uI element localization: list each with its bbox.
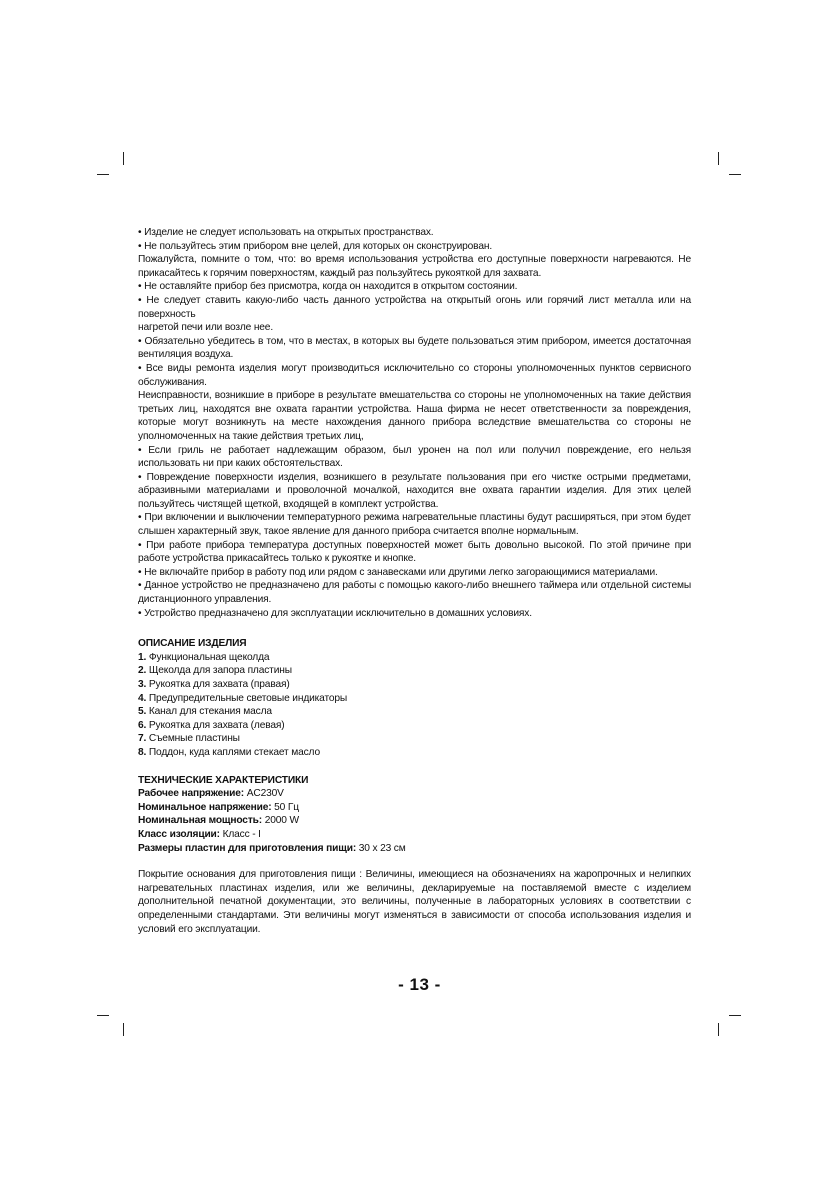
- safety-item: • Обязательно убедитесь в том, что в местах, в которых вы будете пользоваться этим прибором, имеется достаточная вентиляция воздуха.: [138, 335, 691, 361]
- crop-mark: [97, 1015, 109, 1016]
- safety-item: • Не пользуйтесь этим прибором вне целей, для которых он сконструирован.: [138, 240, 493, 252]
- item-number: 5.: [138, 706, 147, 718]
- page-content: [138, 226, 691, 936]
- technical-specs: [138, 774, 691, 856]
- item-text: Предупредительные световые индикаторы: [146, 692, 348, 704]
- safety-item: • Не оставляйте прибор без присмотра, когда он находится в открытом состоянии.: [138, 281, 518, 293]
- safety-item: • Устройство предназначено для эксплуатации исключительно в домашних условиях.: [138, 607, 532, 619]
- crop-mark: [729, 174, 741, 175]
- safety-item: Неисправности, возникшие в приборе в результате вмешательства со стороны не уполномоченных на такие действия третьих лиц, находятся вне охвата гарантии устройства. Наша фирма не несет ответственности за повреждения, которые могут возникнуть на месте нахождения данного прибора вследствие вмешательства со стороны не уполномоченных на такие действия третьих лиц,: [138, 390, 691, 442]
- safety-item: • Не следует ставить какую-либо часть данного устройства на открытый огонь или горячий лист металла или на поверхность: [138, 294, 691, 320]
- item-number: 8.: [138, 746, 147, 758]
- safety-instructions: [138, 226, 691, 620]
- crop-mark: [718, 1023, 719, 1036]
- spec-label: Класс изоляции:: [138, 828, 220, 840]
- list-item: [138, 692, 691, 706]
- safety-item: • Данное устройство не предназначено для работы с помощью какого-либо внешнего таймера или отдельной системы дистанционного управления.: [138, 580, 691, 606]
- section-heading: ОПИСАНИЕ ИЗДЕЛИЯ: [138, 638, 247, 650]
- item-text: Канал для стекания масла: [146, 706, 272, 718]
- spec-value: 50 Гц: [271, 801, 299, 813]
- spec-row: [138, 801, 691, 815]
- coating-note: Покрытие основания для приготовления пищи : Величины, имеющиеся на обозначениях на жаропрочных и нелипких нагревательных пластинах изделия, или же величины, декларируемые на поставляемой вместе с изделием дополнительной печатной документации, это величины, полученные в лабораторных условиях в соответствии с определенными стандартами. Эти величины могут изменяться в зависимости от способа использования изделия и условий его эксплуатации.: [138, 869, 691, 935]
- safety-item: • Повреждение поверхности изделия, возникшего в результате пользования при его чистке острыми предметами, абразивными материалами и проволочной мочалкой, находится вне охвата гарантии изделия. Для этих целей пользуйтесь чистящей щеткой, входящей в комплект устройства.: [138, 471, 691, 510]
- safety-item: • Все виды ремонта изделия могут производиться исключительно со стороны уполномоченных пунктов сервисного обслуживания.: [138, 362, 691, 388]
- crop-mark: [123, 1023, 124, 1036]
- list-item: [138, 719, 691, 733]
- spec-value: AC230V: [244, 788, 284, 800]
- list-item: [138, 651, 691, 665]
- item-number: 6.: [138, 719, 147, 731]
- item-text: Щеколда для запора пластины: [146, 665, 292, 677]
- spec-label: Размеры пластин для приготовления пищи:: [138, 842, 357, 854]
- item-text: Функциональная щеколда: [146, 651, 270, 663]
- spec-row: [138, 842, 691, 856]
- item-number: 4.: [138, 692, 147, 704]
- spec-label: Рабочее напряжение:: [138, 788, 245, 800]
- list-item: [138, 746, 691, 760]
- crop-mark: [97, 174, 109, 175]
- list-item: [138, 705, 691, 719]
- list-item: [138, 678, 691, 692]
- crop-mark: [123, 152, 124, 165]
- safety-item: • При работе прибора температура доступных поверхностей может быть довольно высокой. По этой причине при работе устройства прикасайтесь только к рукоятке и кнопке.: [138, 539, 691, 565]
- item-text: Поддон, куда каплями стекает масло: [146, 746, 320, 758]
- spec-value: 2000 W: [262, 815, 299, 827]
- item-number: 1.: [138, 651, 147, 663]
- item-text: Рукоятка для захвата (левая): [146, 719, 285, 731]
- safety-item: • Если гриль не работает надлежащим образом, был уронен на пол или получил повреждение, его нельзя использовать ни при каких обстоятельствах.: [138, 444, 691, 470]
- spec-label: Номинальная мощность:: [138, 815, 263, 827]
- list-item: [138, 732, 691, 746]
- spec-row: [138, 828, 691, 842]
- page-number: - 13 -: [398, 975, 441, 994]
- section-heading: ТЕХНИЧЕСКИЕ ХАРАКТЕРИСТИКИ: [138, 774, 309, 786]
- safety-item: • Не включайте прибор в работу под или рядом с занавесками или другими легко загорающимися материалами.: [138, 566, 658, 578]
- item-text: Рукоятка для захвата (правая): [146, 679, 290, 690]
- safety-item: Пожалуйста, помните о том, что: во время использования устройства его доступные поверхности нагреваются. Не прикасайтесь к горячим поверхностям, каждый раз пользуйтесь рукояткой для захвата.: [138, 254, 691, 279]
- spec-row: [138, 787, 691, 801]
- spec-value: Класс - I: [219, 828, 261, 840]
- product-description: [138, 637, 691, 759]
- safety-item: • Изделие не следует использовать на открытых пространствах.: [138, 227, 434, 238]
- item-text: Съемные пластины: [146, 733, 240, 745]
- safety-item: нагретой печи или возле нее.: [138, 322, 274, 334]
- crop-mark: [729, 1015, 741, 1016]
- safety-item: • При включении и выключении температурного режима нагревательные пластины будут расширяться, при этом будет слышен характерный звук, такое явление для данного прибора считается вполне нормальным.: [138, 512, 691, 538]
- list-item: [138, 664, 691, 678]
- spec-label: Номинальное напряжение:: [138, 801, 272, 813]
- item-number: 7.: [138, 733, 147, 745]
- item-number: 3.: [138, 679, 147, 690]
- spec-row: [138, 814, 691, 828]
- spec-value: 30 x 23 см: [356, 842, 406, 854]
- crop-mark: [718, 152, 719, 165]
- item-number: 2.: [138, 665, 147, 677]
